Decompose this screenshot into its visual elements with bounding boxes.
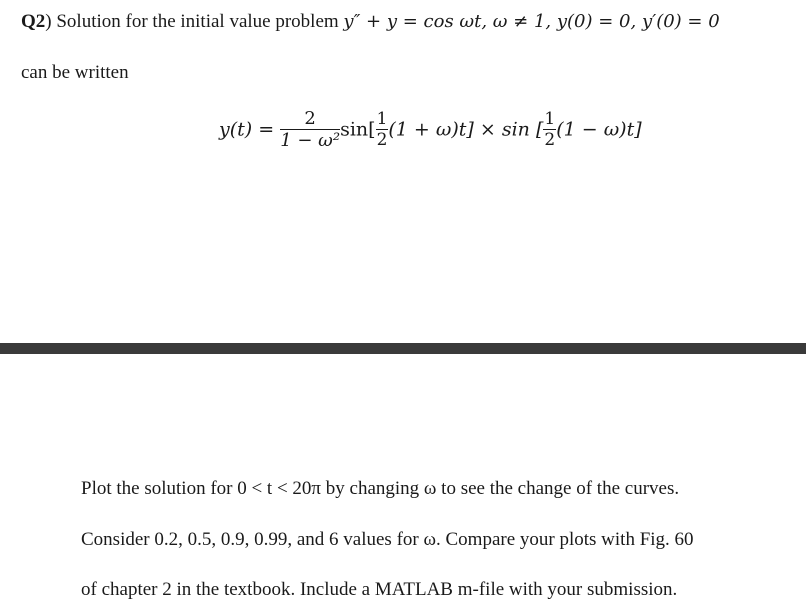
- task-line-3: of chapter 2 in the textbook. Include a MATLAB m-file with your submission.: [81, 579, 678, 600]
- second-half-denominator: 2: [544, 130, 556, 150]
- coefficient-denominator: 1 − ω²: [280, 130, 341, 151]
- coefficient-fraction: [280, 108, 340, 151]
- solution-formula: [219, 108, 642, 151]
- task-line-1: Plot the solution for 0 < t < 20π by changing ω to see the change of the curves.: [81, 478, 680, 499]
- first-half-numerator: 1: [376, 109, 388, 129]
- first-sine: sin[: [340, 118, 376, 141]
- first-half-fraction: [376, 109, 389, 150]
- first-sine-argument: (1 + ω)t] × sin [: [388, 118, 544, 141]
- question-continuation: can be written: [21, 62, 129, 83]
- second-half-numerator: 1: [544, 109, 556, 129]
- question-number: Q2: [21, 11, 46, 32]
- question-heading: [21, 11, 720, 33]
- second-sine-argument: (1 − ω)t]: [556, 118, 642, 141]
- coefficient-numerator: 2: [280, 108, 340, 130]
- formula-lhs: y(t) =: [219, 118, 275, 141]
- ode-equation: y″ + y = cos ωt, ω ≠ 1, y(0) = 0, y′(0) = 0: [343, 11, 720, 32]
- question-intro: ) Solution for the initial value problem: [45, 11, 344, 32]
- second-half-fraction: [543, 109, 556, 150]
- task-line-2: Consider 0.2, 0.5, 0.9, 0.99, and 6 values for ω. Compare your plots with Fig. 60: [81, 529, 694, 550]
- first-half-denominator: 2: [376, 130, 388, 150]
- section-divider: [0, 343, 806, 354]
